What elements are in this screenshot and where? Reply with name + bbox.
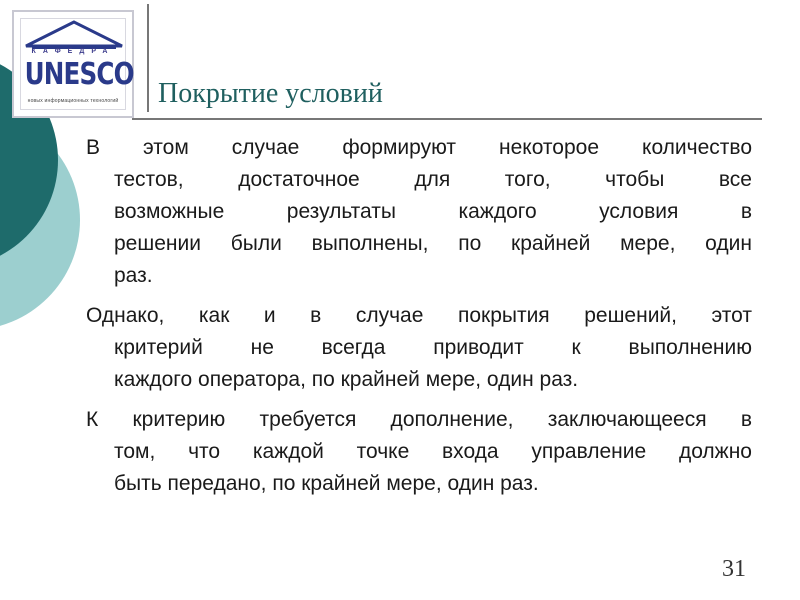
- horizontal-divider: [132, 118, 762, 120]
- text-line: Однако, как и в случае покрытия решений, этот: [86, 304, 752, 327]
- text-line: решении были выполнены, по крайней мере, один: [114, 232, 752, 255]
- text-line: быть передано, по крайней мере, один раз.: [114, 472, 539, 495]
- text-line: К критерию требуется дополнение, заключающееся в: [86, 408, 752, 431]
- text-line: критерий не всегда приводит к выполнению: [114, 336, 752, 359]
- text-line: возможные результаты каждого условия в: [114, 200, 752, 223]
- text-line: тестов, достаточное для того, чтобы все: [114, 168, 752, 191]
- paragraph-3: [86, 404, 752, 500]
- text-line: В этом случае формируют некоторое количество: [86, 136, 752, 159]
- unesco-logo: [12, 10, 134, 118]
- paragraph-2: [86, 300, 752, 396]
- slide-title: Покрытие условий: [158, 78, 383, 109]
- logo-kafedra: КАФЕДРА: [31, 48, 115, 55]
- logo-unesco: UNESCO: [24, 57, 134, 92]
- slide-body: [86, 132, 752, 508]
- logo-tagline: новых информационных технологий: [27, 98, 119, 104]
- text-line: раз.: [114, 264, 153, 287]
- text-line: том, что каждой точке входа управление должно: [114, 440, 752, 463]
- page-number: 31: [722, 556, 746, 582]
- paragraph-1: [86, 132, 752, 292]
- vertical-divider: [147, 4, 149, 112]
- roof-icon: [22, 20, 126, 50]
- text-line: каждого оператора, по крайней мере, один раз.: [114, 368, 579, 391]
